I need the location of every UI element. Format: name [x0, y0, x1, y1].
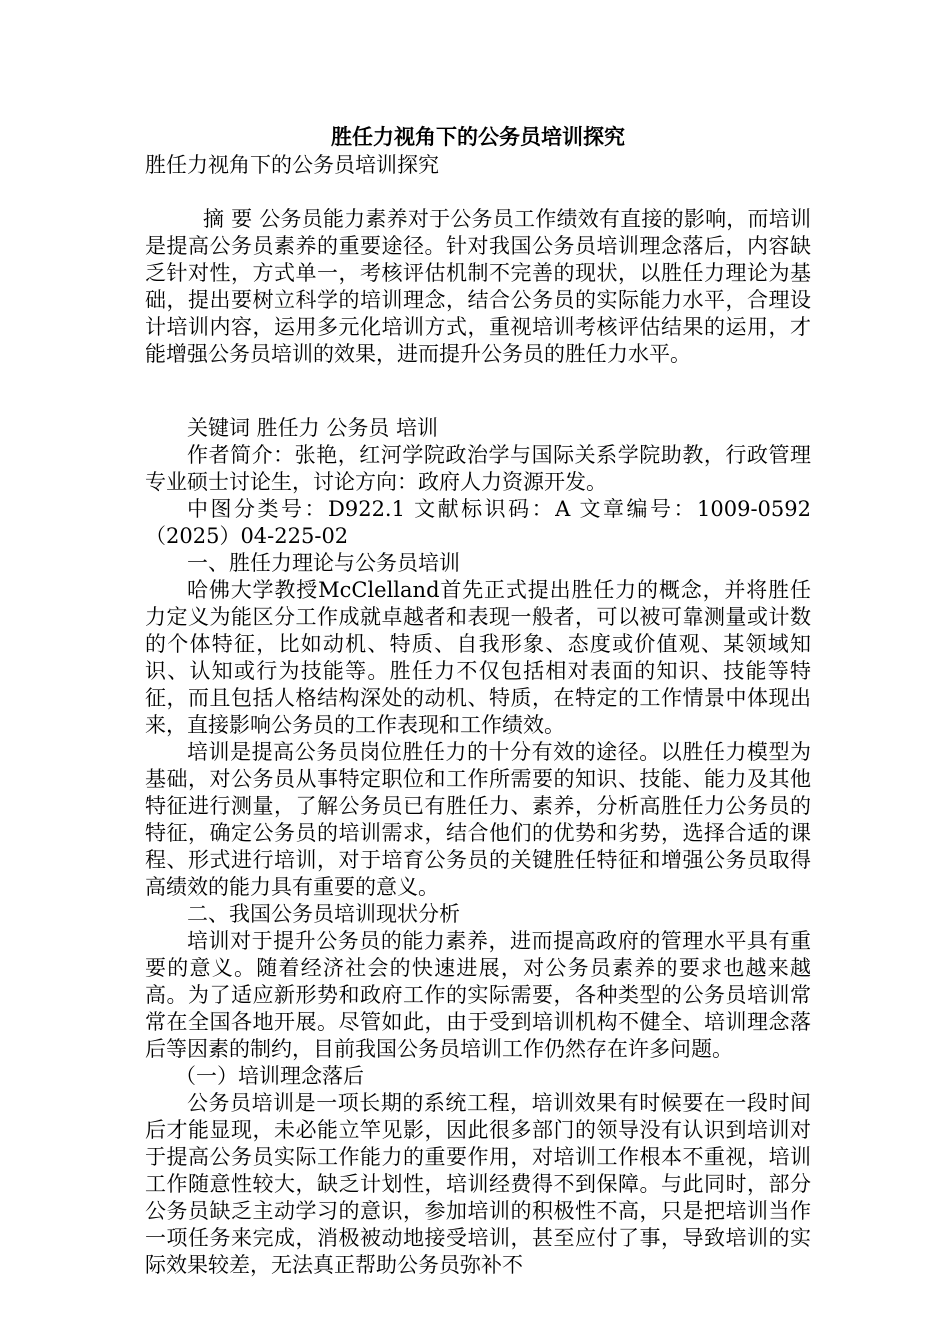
body-paragraph-3: 培训对于提升公务员的能力素养，进而提高政府的管理水平具有重要的意义。随着经济社会的快速进展，对公务员素养的要求也越来越高。为了适应新形势和政府工作的实际需要，各种类型的公务员培训常常在全国各地开展。尽管如此，由于受到培训机构不健全、培训理念落后等因素的制约，目前我国公务员培训工作仍然存在许多问题。: [145, 929, 811, 1061]
keywords-line: 关键词 胜任力 公务员 培训: [187, 416, 439, 440]
document-page: [145, 122, 811, 1279]
body-paragraph-4: 公务员培训是一项长期的系统工程，培训效果有时候要在一段时间后才能显现，未必能立竿见影，因此很多部门的领导没有认识到培训对于提高公务员实际工作能力的重要作用，对培训工作根本不重视，培训工作随意性较大，缺乏计划性，培训经费得不到保障。与此同时，部分公务员缺乏主动学习的意识，参加培训的积极性不高，只是把培训当作一项任务来完成，消极被动地接受培训，甚至应付了事，导致培训的实际效果较差，无法真正帮助公务员弥补不: [145, 1091, 811, 1277]
body-paragraph-1: 哈佛大学教授McClelland首先正式提出胜任力的概念，并将胜任力定义为能区分工作成就卓越者和表现一般者，可以被可靠测量或计数的个体特征，比如动机、特质、自我形象、态度或价值观、某领域知识、认知或行为技能等。胜任力不仅包括相对表面的知识、技能等特征，而且包括人格结构深处的动机、特质，在特定的工作情景中体现出来，直接影响公务员的工作表现和工作绩效。: [145, 578, 811, 737]
abstract-paragraph: 摘 要 公务员能力素养对于公务员工作绩效有直接的影响，而培训是提高公务员素养的重要途径。针对我国公务员培训理念落后，内容缺乏针对性，方式单一，考核评估机制不完善的现状，以胜任力理论为基础，提出要树立科学的培训理念，结合公务员的实际能力水平，合理设计培训内容，运用多元化培训方式，重视培训考核评估结果的运用，才能增强公务员培训的效果，进而提升公务员的胜任力水平。: [145, 207, 811, 366]
subsection-heading-1: （一）培训理念落后: [175, 1064, 364, 1088]
section-heading-2: 二、我国公务员培训现状分析: [187, 902, 460, 926]
body-paragraph-2: 培训是提高公务员岗位胜任力的十分有效的途径。以胜任力模型为基础，对公务员从事特定职位和工作所需要的知识、技能、能力及其他特征进行测量，了解公务员已有胜任力、素养，分析高胜任力公务员的特征，确定公务员的培训需求，结合他们的优势和劣势，选择合适的课程、形式进行培训，对于培育公务员的关键胜任特征和增强公务员取得高绩效的能力具有重要的意义。: [145, 740, 811, 899]
classification-info: 中图分类号：D922.1 文献标识码：A 文章编号：1009-0592（2025）04-225-02: [145, 497, 811, 548]
document-subtitle: 胜任力视角下的公务员培训探究: [145, 153, 439, 177]
spacer: [145, 395, 811, 415]
spacer: [145, 179, 811, 206]
author-info: 作者简介：张艳，红河学院政治学与国际关系学院助教，行政管理专业硕士讨论生，讨论方向：政府人力资源开发。: [145, 443, 811, 494]
spacer: [145, 368, 811, 395]
section-heading-1: 一、胜任力理论与公务员培训: [187, 551, 460, 575]
document-title: 胜任力视角下的公务员培训探究: [331, 125, 625, 149]
